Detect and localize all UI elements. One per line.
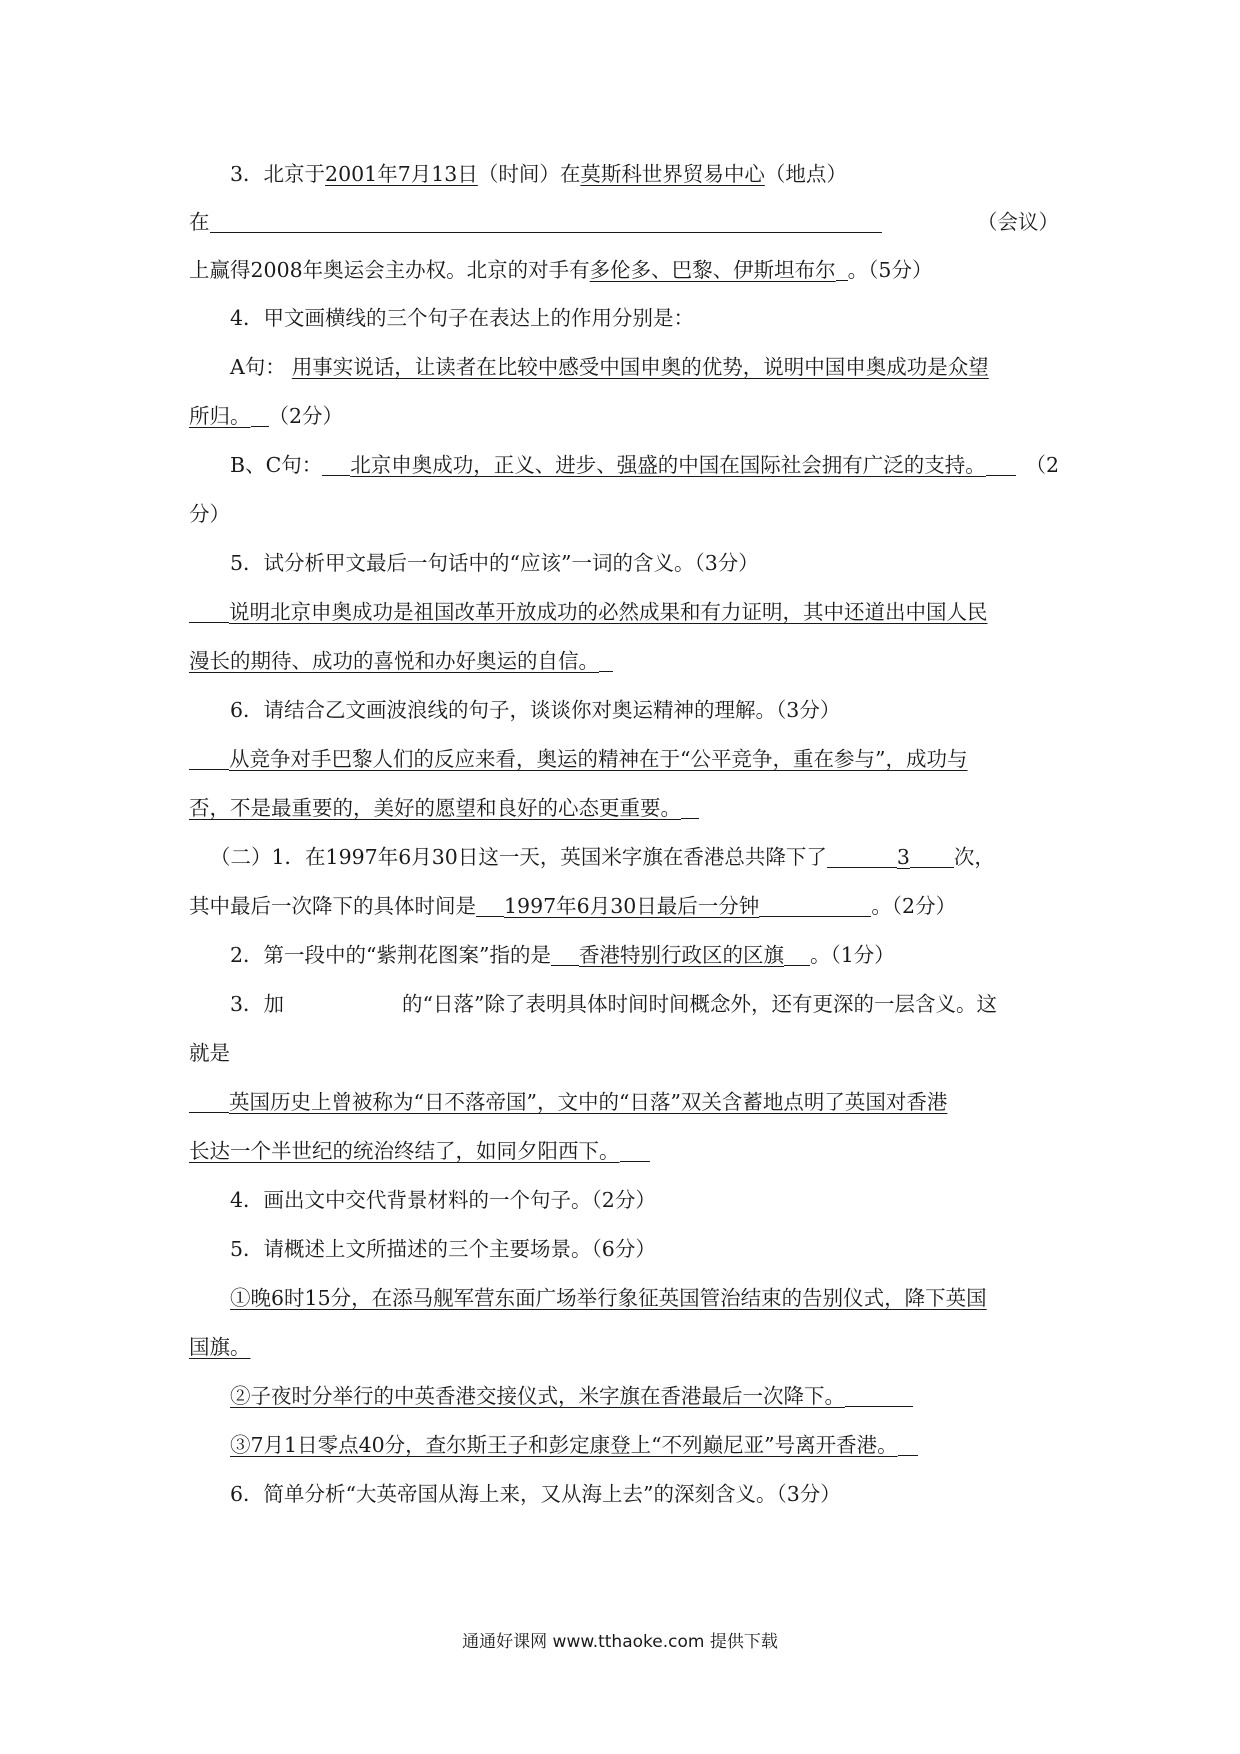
q4-a-line1 (230, 357, 1059, 378)
p2-q2-blank (784, 964, 810, 966)
p2-q3-blank-lead (189, 1111, 229, 1113)
p2-q1-text: （二）1．在1997年6月30日这一天，英国米字旗在香港总共降下了 (210, 845, 827, 869)
q5-blank-tail (599, 670, 613, 672)
q6-blank-lead (189, 768, 229, 770)
p2-q1-text: 。（2分） (871, 894, 957, 918)
p2-q5-scene-answer: 国旗。 (189, 1335, 251, 1359)
p2-q4-prompt: 4．画出文中交代背景材料的一个句子。（2分） (230, 1188, 656, 1212)
p2-q3-blank-tail (620, 1160, 650, 1162)
q4-a-answer: 用事实说话，让读者在比较中感受中国申奥的优势，说明中国申奥成功是众望 (291, 355, 989, 379)
q3-text: （会议） (977, 210, 1059, 234)
q4-bc-answer: 北京申奥成功，正义、进步、强盛的中国在国际社会拥有广泛的支持。 (350, 453, 986, 477)
p2-q3-line2: 就是 (189, 1041, 230, 1065)
p2-q5-scene1-line1 (230, 1288, 1059, 1309)
q4-a-points: （2分） (268, 404, 344, 428)
q5-answer-line1 (189, 602, 1059, 623)
p2-q6-prompt: 6．简单分析“大英帝国从海上来，又从海上去”的深刻含义。（3分） (230, 1482, 841, 1506)
p2-q1-text: 次， (953, 845, 995, 869)
q3-rivals-answer: 多伦多、巴黎、伊斯坦布尔 (589, 258, 836, 282)
q3-meeting-blank (210, 231, 882, 233)
p2-q1-line2 (189, 896, 1059, 917)
q6-answer-line1 (189, 749, 1059, 770)
p2-q2-line (230, 945, 1059, 966)
q4-blank-tail (986, 474, 1016, 476)
p2-q5-scene-answer: ①晚6时15分，在添马舰军营东面广场举行象征英国管治结束的告别仪式，降下英国 (230, 1286, 987, 1310)
q3-text: 。（5分） (847, 258, 933, 282)
p2-q5-prompt: 5．请概述上文所描述的三个主要场景。（6分） (230, 1237, 656, 1261)
p2-q3-line1 (230, 994, 1059, 1015)
q5-prompt: 5．试分析甲文最后一句话中的“应该”一词的含义。（3分） (230, 551, 759, 575)
p2-q5-scene3 (230, 1435, 1059, 1456)
q3-text: （时间）在 (477, 162, 581, 186)
p2-q5-scene1-line2 (189, 1337, 1059, 1358)
p2-q3-answer-line2 (189, 1141, 1059, 1162)
q3-line3 (189, 260, 1059, 281)
q4-blank-tail (251, 425, 269, 427)
q5-answer: 漫长的期待、成功的喜悦和办好奥运的自信。 (189, 649, 599, 673)
p2-q5-blank-tail (845, 1405, 913, 1407)
p2-q3-answer-line1 (189, 1092, 1059, 1113)
q5-answer-line2 (189, 651, 1059, 672)
q6-answer: 否，不是最重要的，美好的愿望和良好的心态更重要。 (189, 796, 681, 820)
p2-q2-blank (551, 964, 579, 966)
p2-q5-scene-answer: ②子夜时分举行的中英香港交接仪式，米字旗在香港最后一次降下。 (230, 1384, 845, 1408)
p2-q3-answer: 英国历史上曾被称为“日不落帝国”，文中的“日落”双关含蓄地点明了英国对香港 (229, 1090, 948, 1114)
page-footer: 通通好课网 www.tthaoke.com 提供下载 (462, 1632, 778, 1652)
q6-blank-tail (681, 817, 699, 819)
q3-blank-tail (836, 279, 848, 281)
p2-q3-text: 3．加 (230, 992, 285, 1016)
q3-text: 在 (189, 210, 210, 234)
q6-prompt: 6．请结合乙文画波浪线的句子，谈谈你对奥运精神的理解。（3分） (230, 698, 841, 722)
p2-q2-answer: 香港特别行政区的区旗 (579, 943, 785, 967)
q4-blank-lead (322, 474, 350, 476)
p2-q1-time-answer: 1997年6月30日最后一分钟 (504, 894, 760, 918)
q4-bc-label: B、C句： (230, 453, 323, 477)
q4-prompt: 4．甲文画横线的三个句子在表达上的作用分别是： (230, 306, 695, 330)
p2-q3-answer: 长达一个半世纪的统治终结了，如同夕阳西下。 (189, 1139, 620, 1163)
p2-q1-text: 其中最后一次降下的具体时间是 (189, 894, 476, 918)
p2-q1-blank (759, 915, 871, 917)
q4-bc-line2: 分） (189, 502, 230, 526)
q6-answer: 从竞争对手巴黎人们的反应来看，奥运的精神在于“公平竞争，重在参与”，成功与 (229, 747, 968, 771)
q3-place-answer: 莫斯科世界贸易中心 (580, 162, 765, 186)
p2-q5-blank-tail (898, 1454, 918, 1456)
q3-line2 (189, 212, 1059, 233)
q5-blank-lead (189, 621, 229, 623)
q4-a-label: A句： (230, 355, 286, 379)
p2-q5-scene2 (230, 1386, 1059, 1407)
q4-bc-points: （2 (1025, 453, 1059, 477)
p2-q1-line1 (210, 847, 1059, 868)
p2-q1-blank (910, 866, 954, 868)
q3-time-answer: 2001年7月13日 (325, 162, 478, 186)
q3-text: （地点） (764, 162, 847, 186)
q6-answer-line2 (189, 798, 1059, 819)
p2-q1-blank (827, 866, 897, 868)
q4-a-answer: 所归。 (189, 404, 251, 428)
p2-q5-scene-answer: ③7月1日零点40分，查尔斯王子和彭定康登上“不列巅尼亚”号离开香港。 (230, 1433, 898, 1457)
q3-text: 上赢得2008年奥运会主办权。北京的对手有 (189, 258, 590, 282)
q4-a-line2 (189, 406, 1059, 427)
p2-q3-text: 的“日落”除了表明具体时间时间概念外，还有更深的一层含义。这 (402, 992, 998, 1016)
q3-text: 3．北京于 (230, 162, 326, 186)
p2-q2-text: 。（1分） (810, 943, 895, 967)
q4-bc-line1 (230, 455, 1059, 476)
p2-q1-blank (476, 915, 504, 917)
p2-q2-text: 2．第一段中的“紫荆花图案”指的是 (230, 943, 552, 967)
q5-answer: 说明北京申奥成功是祖国改革开放成功的必然成果和有力证明，其中还道出中国人民 (229, 600, 988, 624)
q3-line1 (230, 164, 1059, 185)
p2-q1-count-answer: 3 (896, 845, 910, 869)
